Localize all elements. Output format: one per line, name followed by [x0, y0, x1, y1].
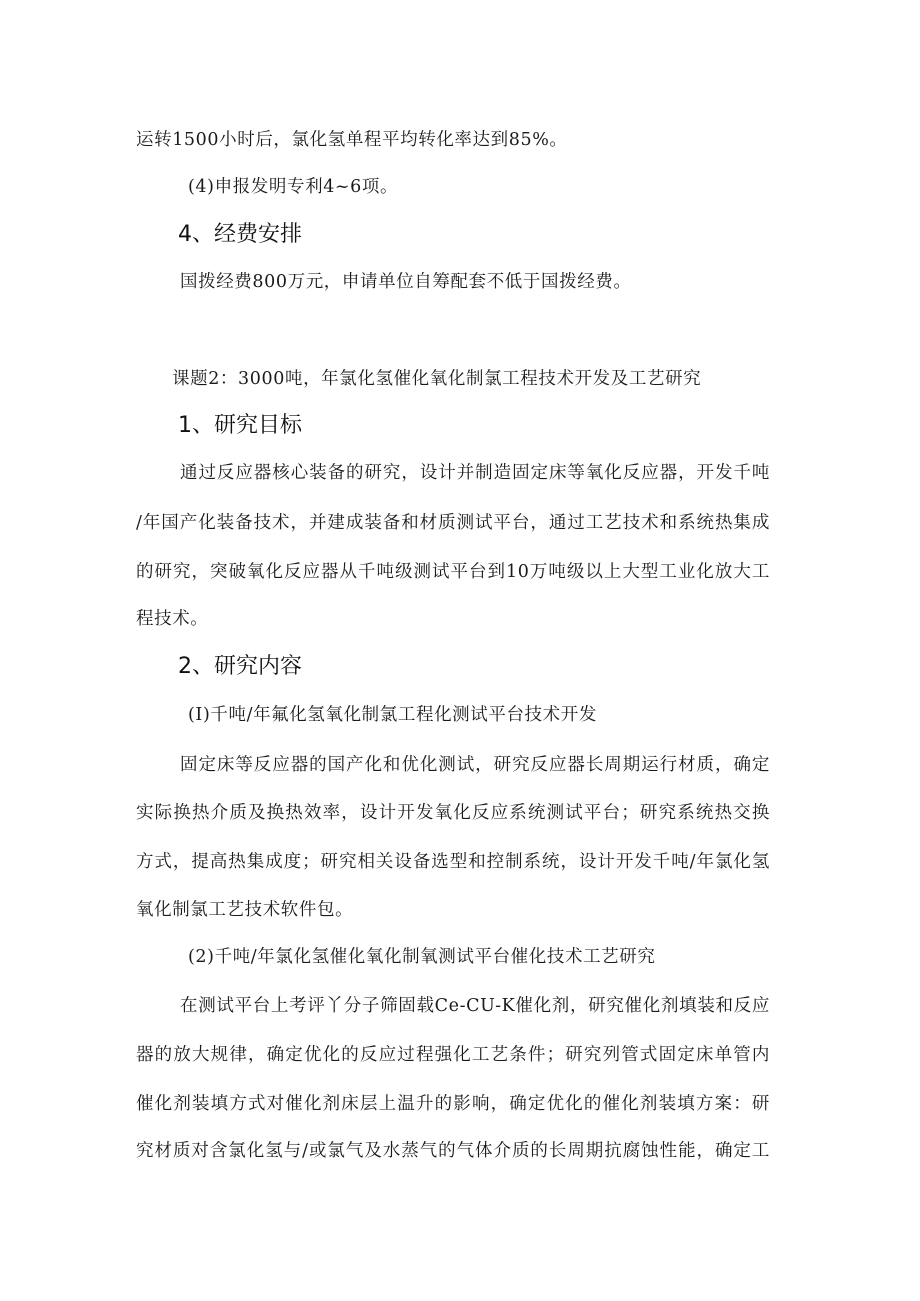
- section-heading-content: 2、研究内容: [178, 654, 302, 679]
- paragraph-line: 通过反应器核心装备的研究，设计并制造固定床等氧化反应器，开发千吨: [180, 463, 770, 483]
- paragraph-line: 方式，提高热集成度；研究相关设备选型和控制系统，设计开发千吨/年氯化氢: [136, 852, 770, 872]
- paragraph-line: 的研究，突破氧化反应器从千吨级测试平台到10万吨级以上大型工业化放大工: [136, 562, 770, 582]
- paragraph-line: 在测试平台上考评丫分子筛固载Ce-CU-K催化剂，研究催化剂填装和反应: [180, 996, 770, 1016]
- subheading-platform: (I)千吨/年氟化氢氧化制氯工程化测试平台技术开发: [188, 705, 597, 725]
- list-item-patents: (4)申报发明专利4~6项。: [188, 177, 399, 197]
- paragraph-line: 器的放大规律，确定优化的反应过程强化工艺条件；研究列管式固定床单管内: [136, 1045, 770, 1065]
- paragraph-line: /年国产化装备技术，并建成装备和材质测试平台，通过工艺技术和系统热集成: [136, 513, 770, 533]
- paragraph-line: 固定床等反应器的国产化和优化测试，研究反应器长周期运行材质，确定: [180, 755, 770, 775]
- paragraph-line: 国拨经费800万元，申请单位自筹配套不低于国拨经费。: [180, 272, 632, 292]
- paragraph-line: 运转1500小时后，氯化氢单程平均转化率达到85%。: [136, 130, 568, 150]
- subheading-catalyst: (2)千吨/年氯化氢催化氧化制氧测试平台催化技术工艺研究: [188, 947, 656, 967]
- paragraph-line: 催化剂装填方式对催化剂床层上温升的影响，确定优化的催化剂装填方案：研: [136, 1094, 770, 1114]
- paragraph-line: 实际换热介质及换热效率，设计开发氧化反应系统测试平台；研究系统热交换: [136, 803, 770, 823]
- paragraph-line: 程技术。: [136, 609, 209, 629]
- topic-title: 课题2：3000吨，年氯化氢催化氧化制氯工程技术开发及工艺研究: [172, 369, 702, 389]
- paragraph-line: 究材质对含氯化氢与/或氯气及水蒸气的气体介质的长周期抗腐蚀性能，确定工: [136, 1141, 770, 1161]
- section-heading-funding: 4、经费安排: [178, 222, 302, 247]
- section-heading-goal: 1、研究目标: [178, 413, 302, 438]
- paragraph-line: 氧化制氯工艺技术软件包。: [136, 900, 354, 920]
